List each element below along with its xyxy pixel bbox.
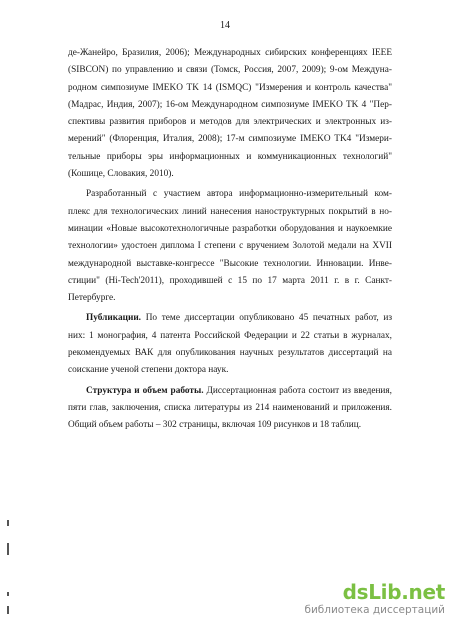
text-line: [68, 310, 392, 327]
text-line: де-Жанейро, Бразилия, 2006); Международных сибирских конференциях IEEE: [68, 48, 392, 58]
text-line: стиции" (Hi-Tech'2011), проходившей с 15 по 17 марта 2011 г. в г. Санкт-: [68, 275, 392, 286]
scan-margin-mark: [7, 606, 9, 614]
watermark-logo: dsLib.net: [342, 580, 445, 604]
text-fragment: Диссертационная работа состоит из введения,: [203, 385, 392, 396]
text-line: соискание ученой степени доктора наук.: [68, 365, 229, 376]
scan-margin-mark: [7, 520, 9, 526]
scan-margin-mark: [7, 592, 9, 596]
scan-margin-mark: [7, 543, 9, 555]
text-line: международной выставке-конгрессе "Высокие технологии. Инновации. Инве-: [68, 258, 392, 269]
text-line: спективы развития приборов и методов для электрических и электронных из-: [68, 117, 392, 128]
text-line: них: 1 монография, 4 патента Российской Федерации и 22 статьи в журналах,: [68, 330, 392, 341]
section-heading-publications: Публикации.: [86, 313, 142, 324]
text-line: технологии» удостоен диплома I степени с вручением Золотой медали на XVII: [68, 241, 392, 252]
text-line: минации «Новые высокотехнологичные разработки оборудования и наукоемкие: [68, 223, 392, 234]
paragraph-structure: [68, 383, 392, 435]
text-line: рекомендуемых ВАК для опубликования научных результатов диссертаций на: [68, 348, 392, 359]
paragraph-publications: [68, 310, 392, 379]
text-fragment: По теме диссертации опубликовано 45 печатных работ, из: [141, 313, 392, 324]
text-line: мерений" (Флоренция, Италия, 2008); 17-м симпозиуме IMEKO TK4 "Измери-: [68, 134, 392, 145]
watermark-tagline: библиотека диссертаций: [304, 604, 445, 616]
text-line: (Кошице, Словакия, 2010).: [68, 169, 174, 180]
text-line: Разработанный с участием автора информационно-измерительный ком-: [86, 189, 392, 200]
text-line: (Мадрас, Индия, 2007); 16-ом Международном симпозиуме IMEKO TK 4 "Пер-: [68, 99, 392, 110]
section-heading-structure: Структура и объем работы.: [86, 385, 204, 396]
text-line: (SIBCON) по управлению и связи (Томск, Россия, 2007, 2009); 9-ом Междуна-: [68, 65, 392, 76]
paragraph-award: [68, 186, 392, 307]
document-body: [68, 45, 392, 438]
text-line: Общий объем работы – 302 страницы, включая 109 рисунков и 18 таблиц.: [68, 420, 362, 431]
text-line: родном симпозиуме IMEKO TK 14 (ISMQC) "Измерения и контроль качества": [68, 82, 392, 93]
watermark: [300, 580, 445, 616]
text-line: [68, 383, 392, 400]
paragraph-conferences: [68, 45, 392, 183]
text-line: пяти глав, заключения, списка литературы из 214 наименований и приложения.: [68, 402, 392, 413]
text-line: плекс для технологических линий нанесения наноструктурных покрытий в но-: [68, 206, 392, 217]
page-number: 14: [220, 20, 230, 31]
text-line: тельные приборы эры информационных и коммуникационных технологий": [68, 151, 392, 162]
text-line: Петербурге.: [68, 293, 116, 304]
